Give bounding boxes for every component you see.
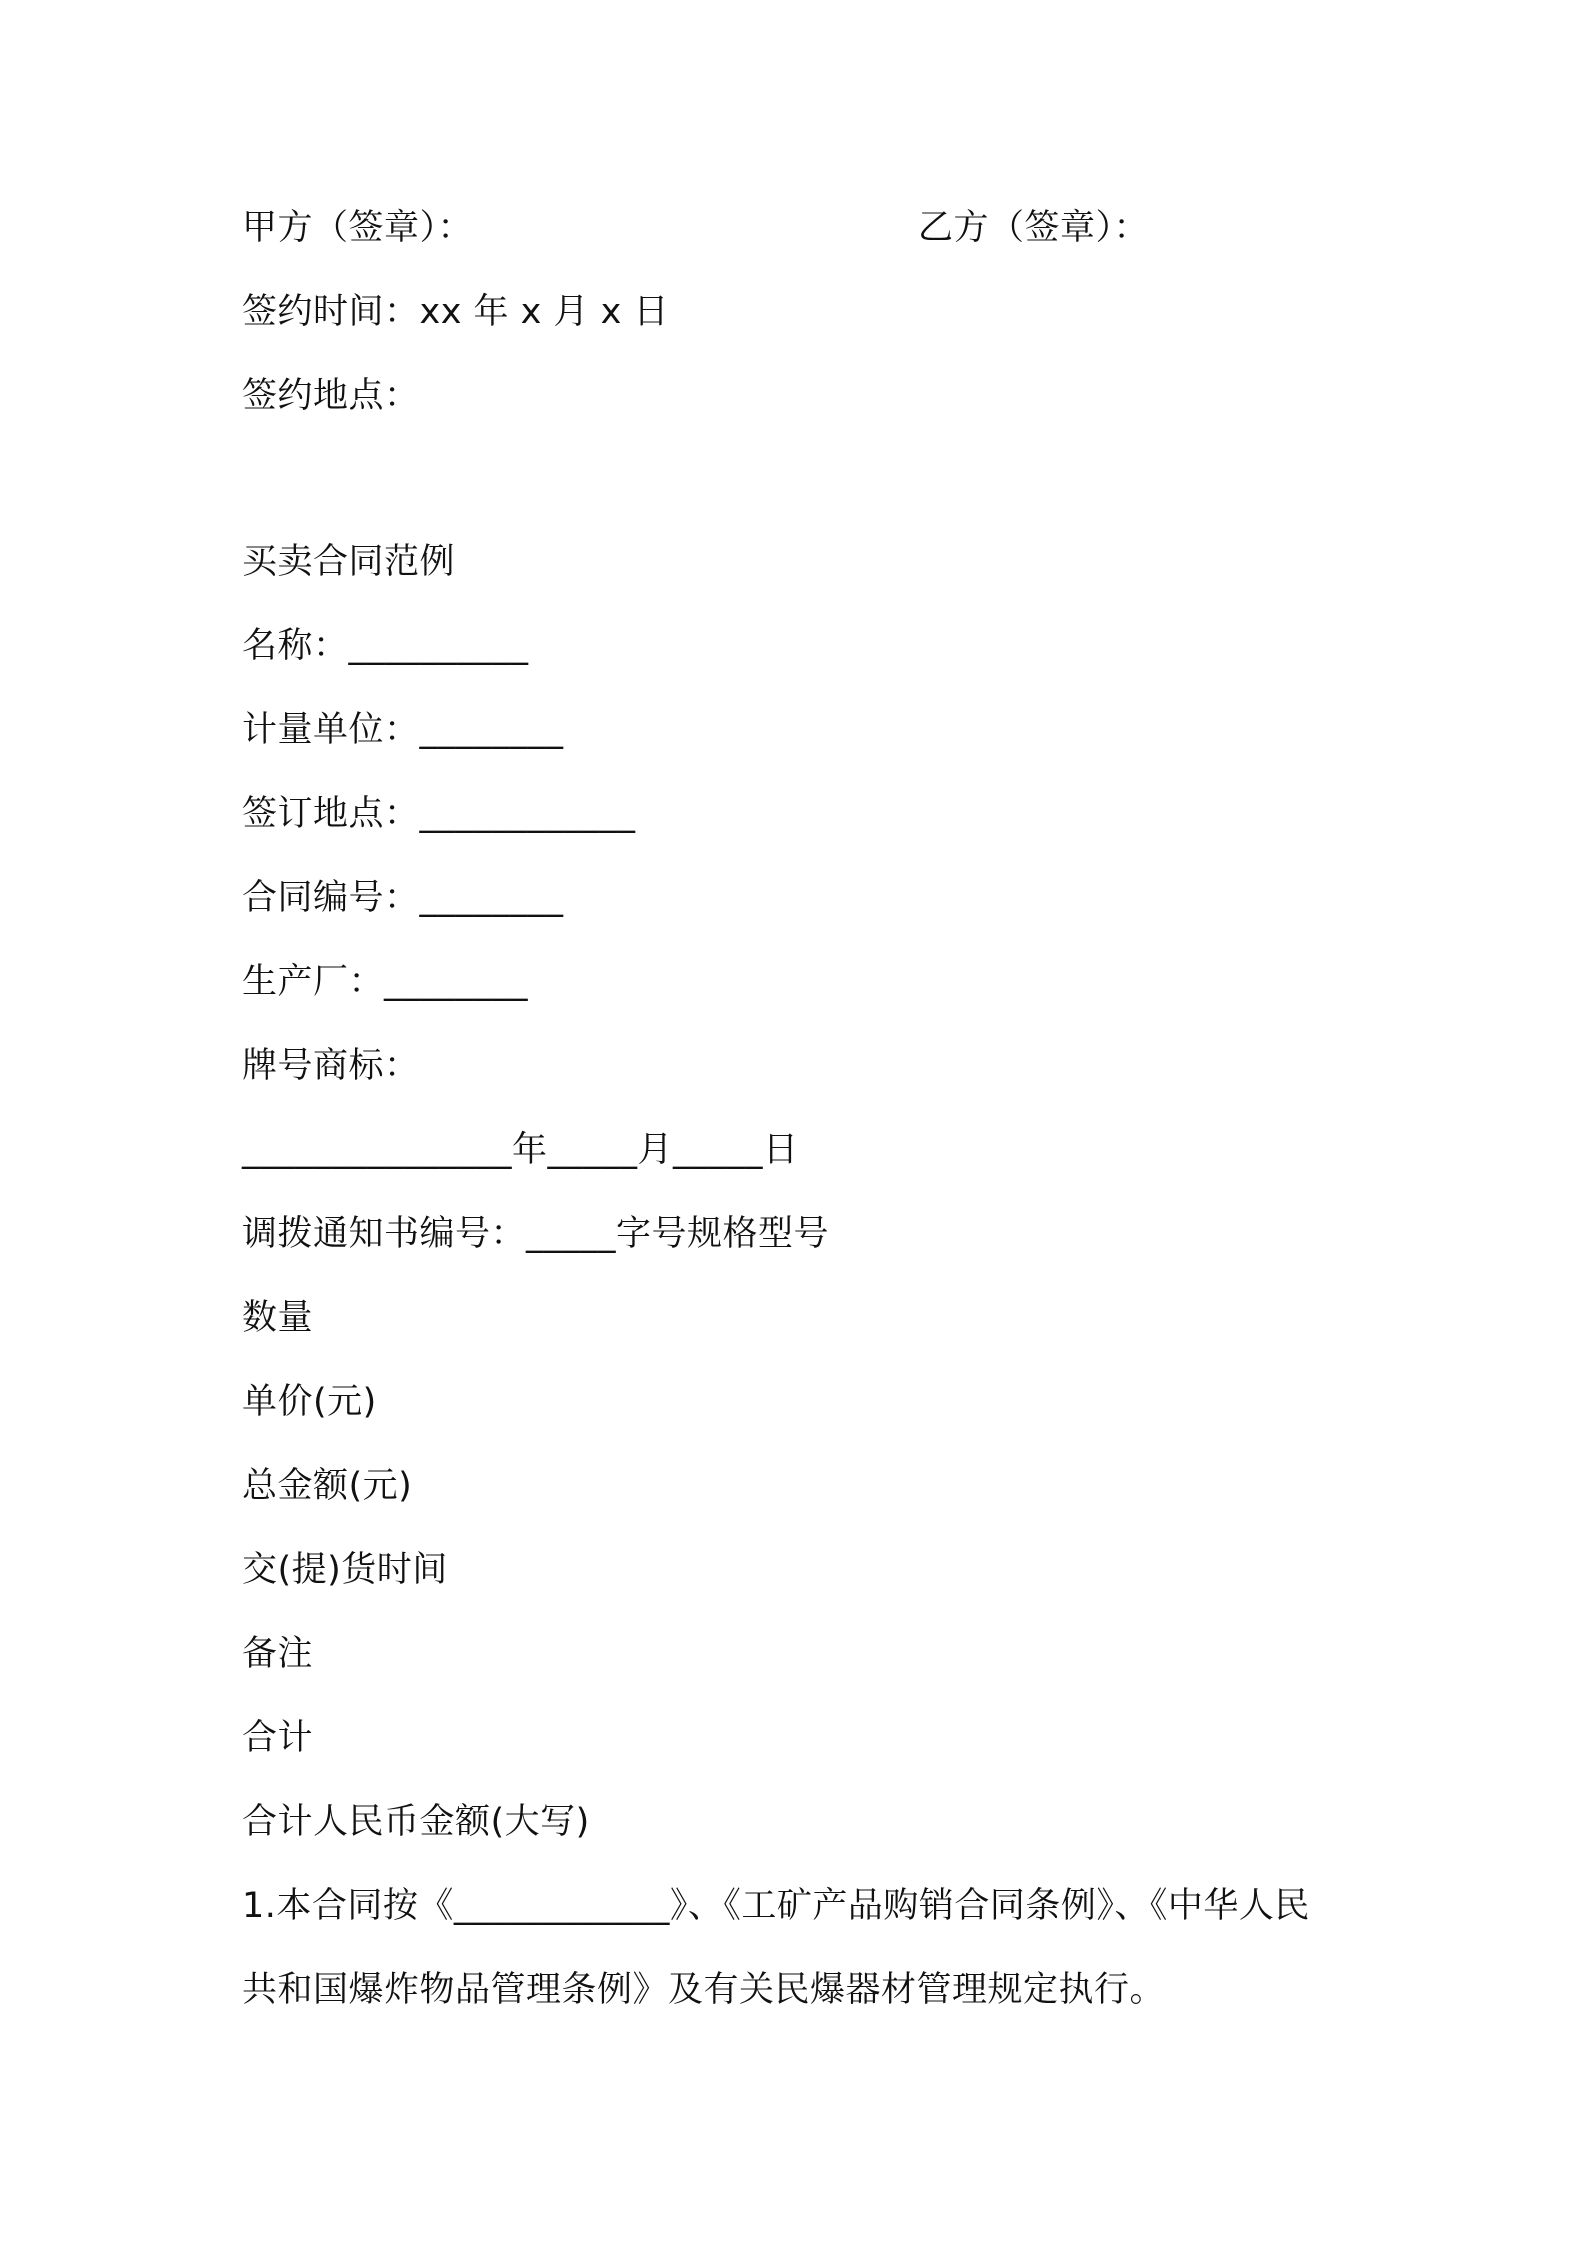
field-notice-number: 调拨通知书编号：_____字号规格型号 bbox=[242, 1214, 830, 1254]
field-date-blank: _______________年_____月_____日 bbox=[242, 1130, 799, 1170]
field-unit-price: 单价(元) bbox=[242, 1382, 377, 1422]
sign-date: 签约时间：xx 年 x 月 x 日 bbox=[242, 292, 669, 332]
field-delivery-time: 交(提)货时间 bbox=[242, 1550, 448, 1590]
field-total-amount: 总金额(元) bbox=[242, 1466, 413, 1506]
field-sign-place: 签订地点：____________ bbox=[242, 794, 636, 834]
field-unit: 计量单位：________ bbox=[242, 710, 564, 750]
field-name: 名称：__________ bbox=[242, 626, 529, 666]
field-brand: 牌号商标： bbox=[242, 1046, 420, 1086]
field-contract-number: 合同编号：________ bbox=[242, 878, 564, 918]
field-manufacturer: 生产厂：________ bbox=[242, 962, 529, 1002]
clause-1-line-1: 1.本合同按《____________》、《工矿产品购销合同条例》、《中华人民 bbox=[242, 1886, 1310, 1926]
clause-1-line-2: 共和国爆炸物品管理条例》及有关民爆器材管理规定执行。 bbox=[242, 1970, 1166, 2010]
field-remarks: 备注 bbox=[242, 1634, 314, 1674]
field-total: 合计 bbox=[242, 1718, 314, 1758]
party-a-signature: 甲方（签章）： bbox=[242, 208, 474, 248]
sign-place: 签约地点： bbox=[242, 376, 420, 416]
contract-title: 买卖合同范例 bbox=[242, 542, 456, 582]
field-total-rmb-uppercase: 合计人民币金额(大写) bbox=[242, 1802, 590, 1842]
party-b-signature: 乙方（签章）： bbox=[918, 208, 1150, 248]
field-quantity: 数量 bbox=[242, 1298, 314, 1338]
